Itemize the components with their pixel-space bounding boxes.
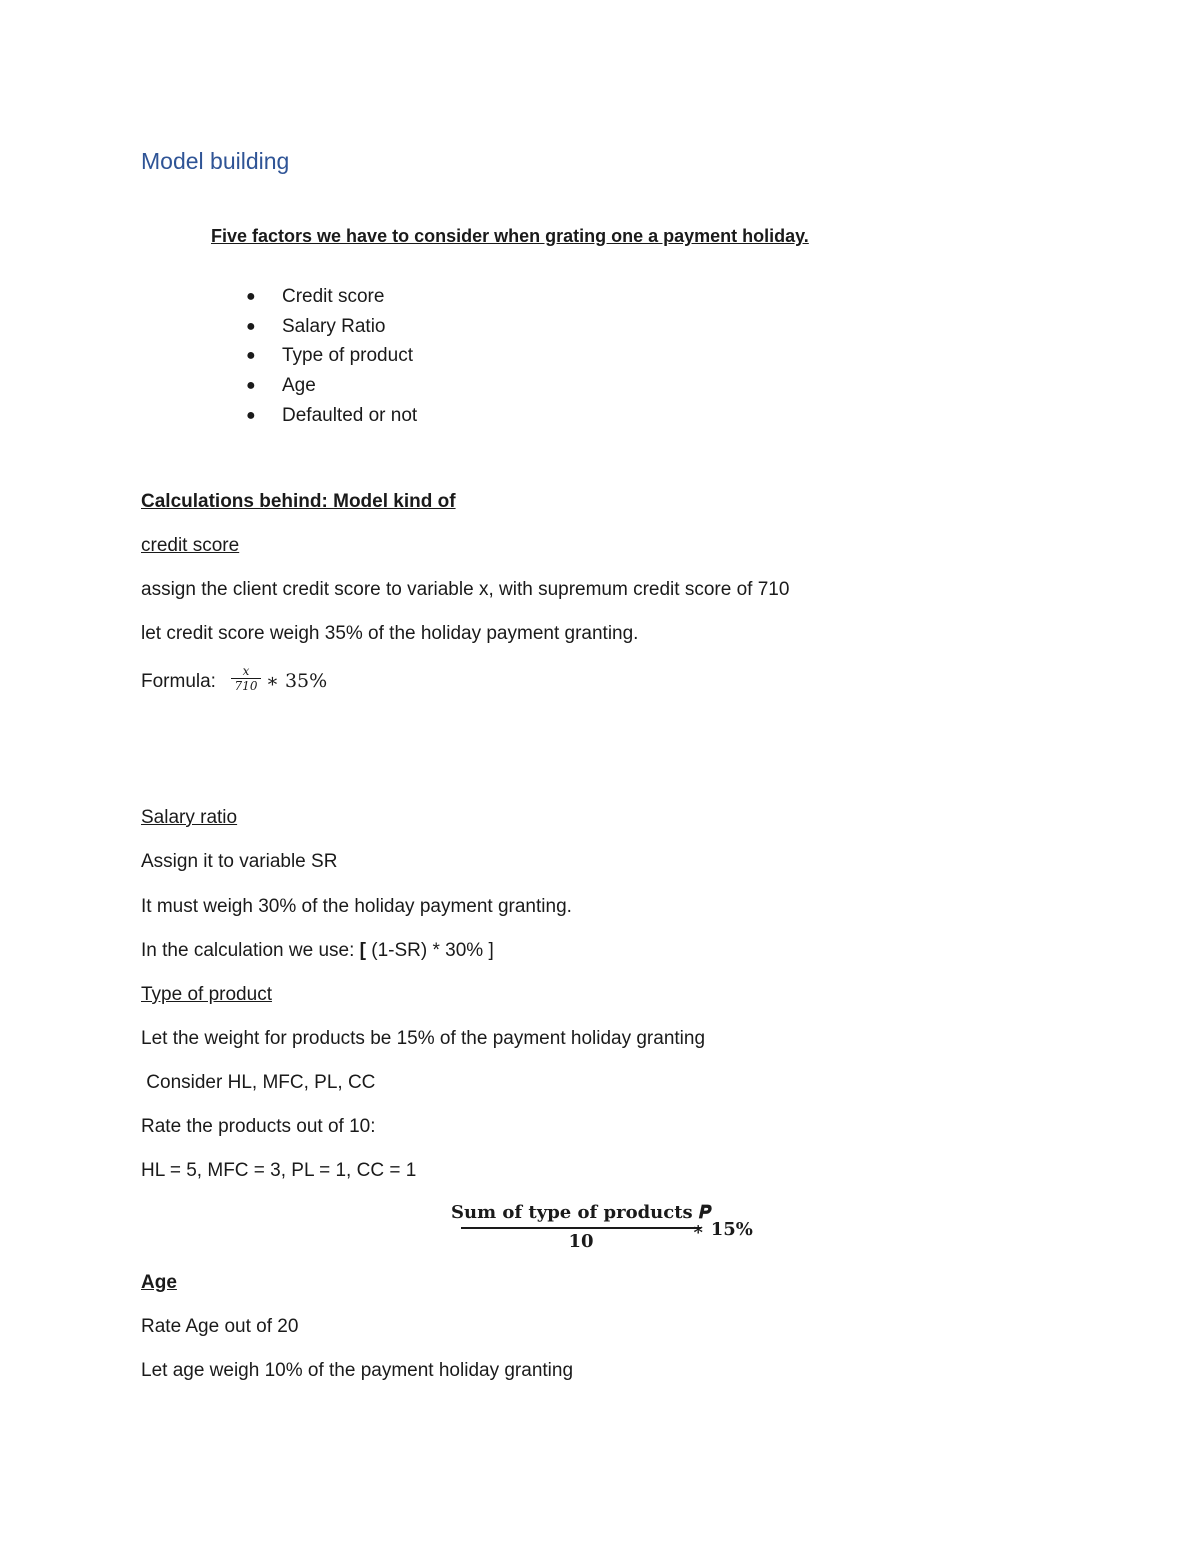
credit-score-fraction — [231, 664, 261, 693]
credit-score-title: credit score — [141, 535, 240, 556]
credit-score-line-1: assign the client credit score to variable x, with supremum credit score of 710 — [141, 579, 790, 600]
calculations-title: Calculations behind: Model kind of — [141, 491, 456, 512]
calculation-prefix: In the calculation we use: — [141, 940, 360, 961]
salary-ratio-title: Salary ratio — [141, 807, 238, 828]
open-bracket: [ — [359, 940, 366, 961]
factor-label: Salary Ratio — [282, 315, 386, 337]
list-item — [246, 401, 417, 431]
list-item — [246, 342, 417, 372]
type-of-product-title: Type of product — [141, 984, 272, 1005]
salary-ratio-line-2: It must weigh 30% of the holiday payment granting. — [141, 896, 572, 917]
salary-ratio-line-1: Assign it to variable SR — [141, 851, 338, 872]
bullet-icon: ● — [246, 377, 256, 395]
factor-label: Defaulted or not — [282, 405, 418, 427]
list-item — [246, 371, 417, 401]
credit-formula-tail: ∗ 35% — [266, 670, 328, 692]
age-line-1: Rate Age out of 20 — [141, 1316, 299, 1337]
product-fraction — [449, 1201, 713, 1255]
bullet-icon: ● — [246, 287, 256, 305]
factor-label: Type of product — [282, 345, 413, 367]
product-line-3: Rate the products out of 10: — [141, 1116, 376, 1137]
salary-ratio-line-3 — [141, 939, 494, 963]
fraction-numerator: Sum of type of products 𝑷 — [451, 1202, 712, 1223]
formula-label: Formula: — [141, 671, 216, 692]
section-heading: Model building — [141, 148, 290, 174]
calculation-expression: (1-SR) * 30% ] — [365, 940, 494, 961]
factors-list — [246, 282, 417, 431]
list-item — [246, 312, 417, 342]
age-title: Age — [141, 1272, 177, 1293]
fraction-numerator: x — [242, 664, 250, 678]
factor-label: Credit score — [282, 285, 385, 307]
product-line-2: Consider HL, MFC, PL, CC — [141, 1072, 376, 1093]
factors-title: Five factors we have to consider when grating one a payment holiday. — [211, 226, 809, 246]
bullet-icon: ● — [246, 407, 256, 425]
credit-score-line-2: let credit score weigh 35% of the holiday payment granting. — [141, 623, 639, 644]
bullet-icon: ● — [246, 347, 256, 365]
factor-label: Age — [282, 375, 316, 397]
age-line-2: Let age weigh 10% of the payment holiday granting — [141, 1360, 574, 1381]
bullet-icon: ● — [246, 317, 256, 335]
product-line-1: Let the weight for products be 15% of the payment holiday granting — [141, 1028, 706, 1049]
list-item — [246, 282, 417, 312]
fraction-denominator: 710 — [234, 679, 258, 693]
product-formula-tail: ∗ 15% — [692, 1219, 753, 1240]
fraction-denominator: 10 — [568, 1231, 594, 1252]
product-line-4: HL = 5, MFC = 3, PL = 1, CC = 1 — [141, 1160, 417, 1181]
